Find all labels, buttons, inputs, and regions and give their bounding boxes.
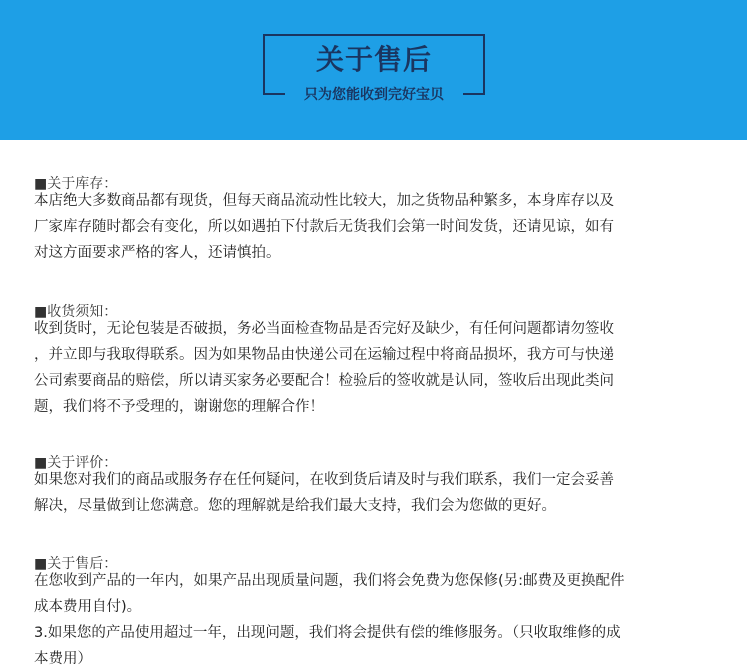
section-title: ■关于评价： [34, 455, 118, 471]
body-line: 收到货时，无论包装是否破损，务必当面检查物品是否完好及缺少，有任何问题都请勿签收 [34, 321, 614, 337]
body-line: 厂家库存随时都会有变化，所以如遇拍下付款后无货我们会第一时间发货，还请见谅，如有 [34, 219, 614, 235]
page-subtitle: 只为您能收到完好宝贝 [304, 87, 444, 103]
section-body [34, 188, 734, 266]
section-inventory [34, 176, 734, 266]
body-line: 本费用） [34, 651, 92, 667]
body-line: 对这方面要求严格的客人，还请慎拍。 [34, 245, 281, 261]
section-title: ■收货须知： [34, 304, 118, 320]
body-line: ，并立即与我取得联系。因为如果物品由快递公司在运输过程中将商品损坏，我方可与快递 [34, 347, 614, 363]
body-line: 题，我们将不予受理的，谢谢您的理解合作！ [34, 399, 324, 415]
page-title: 关于售后 [315, 43, 432, 76]
body-line: 解决，尽量做到让您满意。您的理解就是给我们最大支持，我们会为您做的更好。 [34, 498, 556, 514]
section-body [34, 568, 734, 672]
section-title: ■关于库存： [34, 176, 118, 192]
section-body [34, 316, 734, 420]
body-line: 本店绝大多数商品都有现货，但每天商品流动性比较大，加之货物品种繁多，本身库存以及 [34, 193, 614, 209]
section-body [34, 467, 734, 519]
title-frame-top [263, 34, 485, 36]
body-line: 成本费用自付)。 [34, 599, 142, 615]
section-title: ■关于售后： [34, 556, 118, 572]
section-after-sales [34, 556, 734, 672]
body-line: 在您收到产品的一年内，如果产品出现质量问题，我们将会免费为您保修(另:邮费及更换配件 [34, 573, 625, 589]
header-banner [0, 0, 747, 140]
body-line: 3.如果您的产品使用超过一年，出现问题，我们将会提供有偿的维修服务。（只收取维修的成 [34, 625, 621, 641]
section-review [34, 455, 734, 519]
body-line: 如果您对我们的商品或服务存在任何疑问，在收到货后请及时与我们联系，我们一定会妥善 [34, 472, 614, 488]
body-line: 公司索要商品的赔偿，所以请买家务必要配合！检验后的签收就是认同，签收后出现此类问 [34, 373, 614, 389]
section-receiving [34, 304, 734, 420]
